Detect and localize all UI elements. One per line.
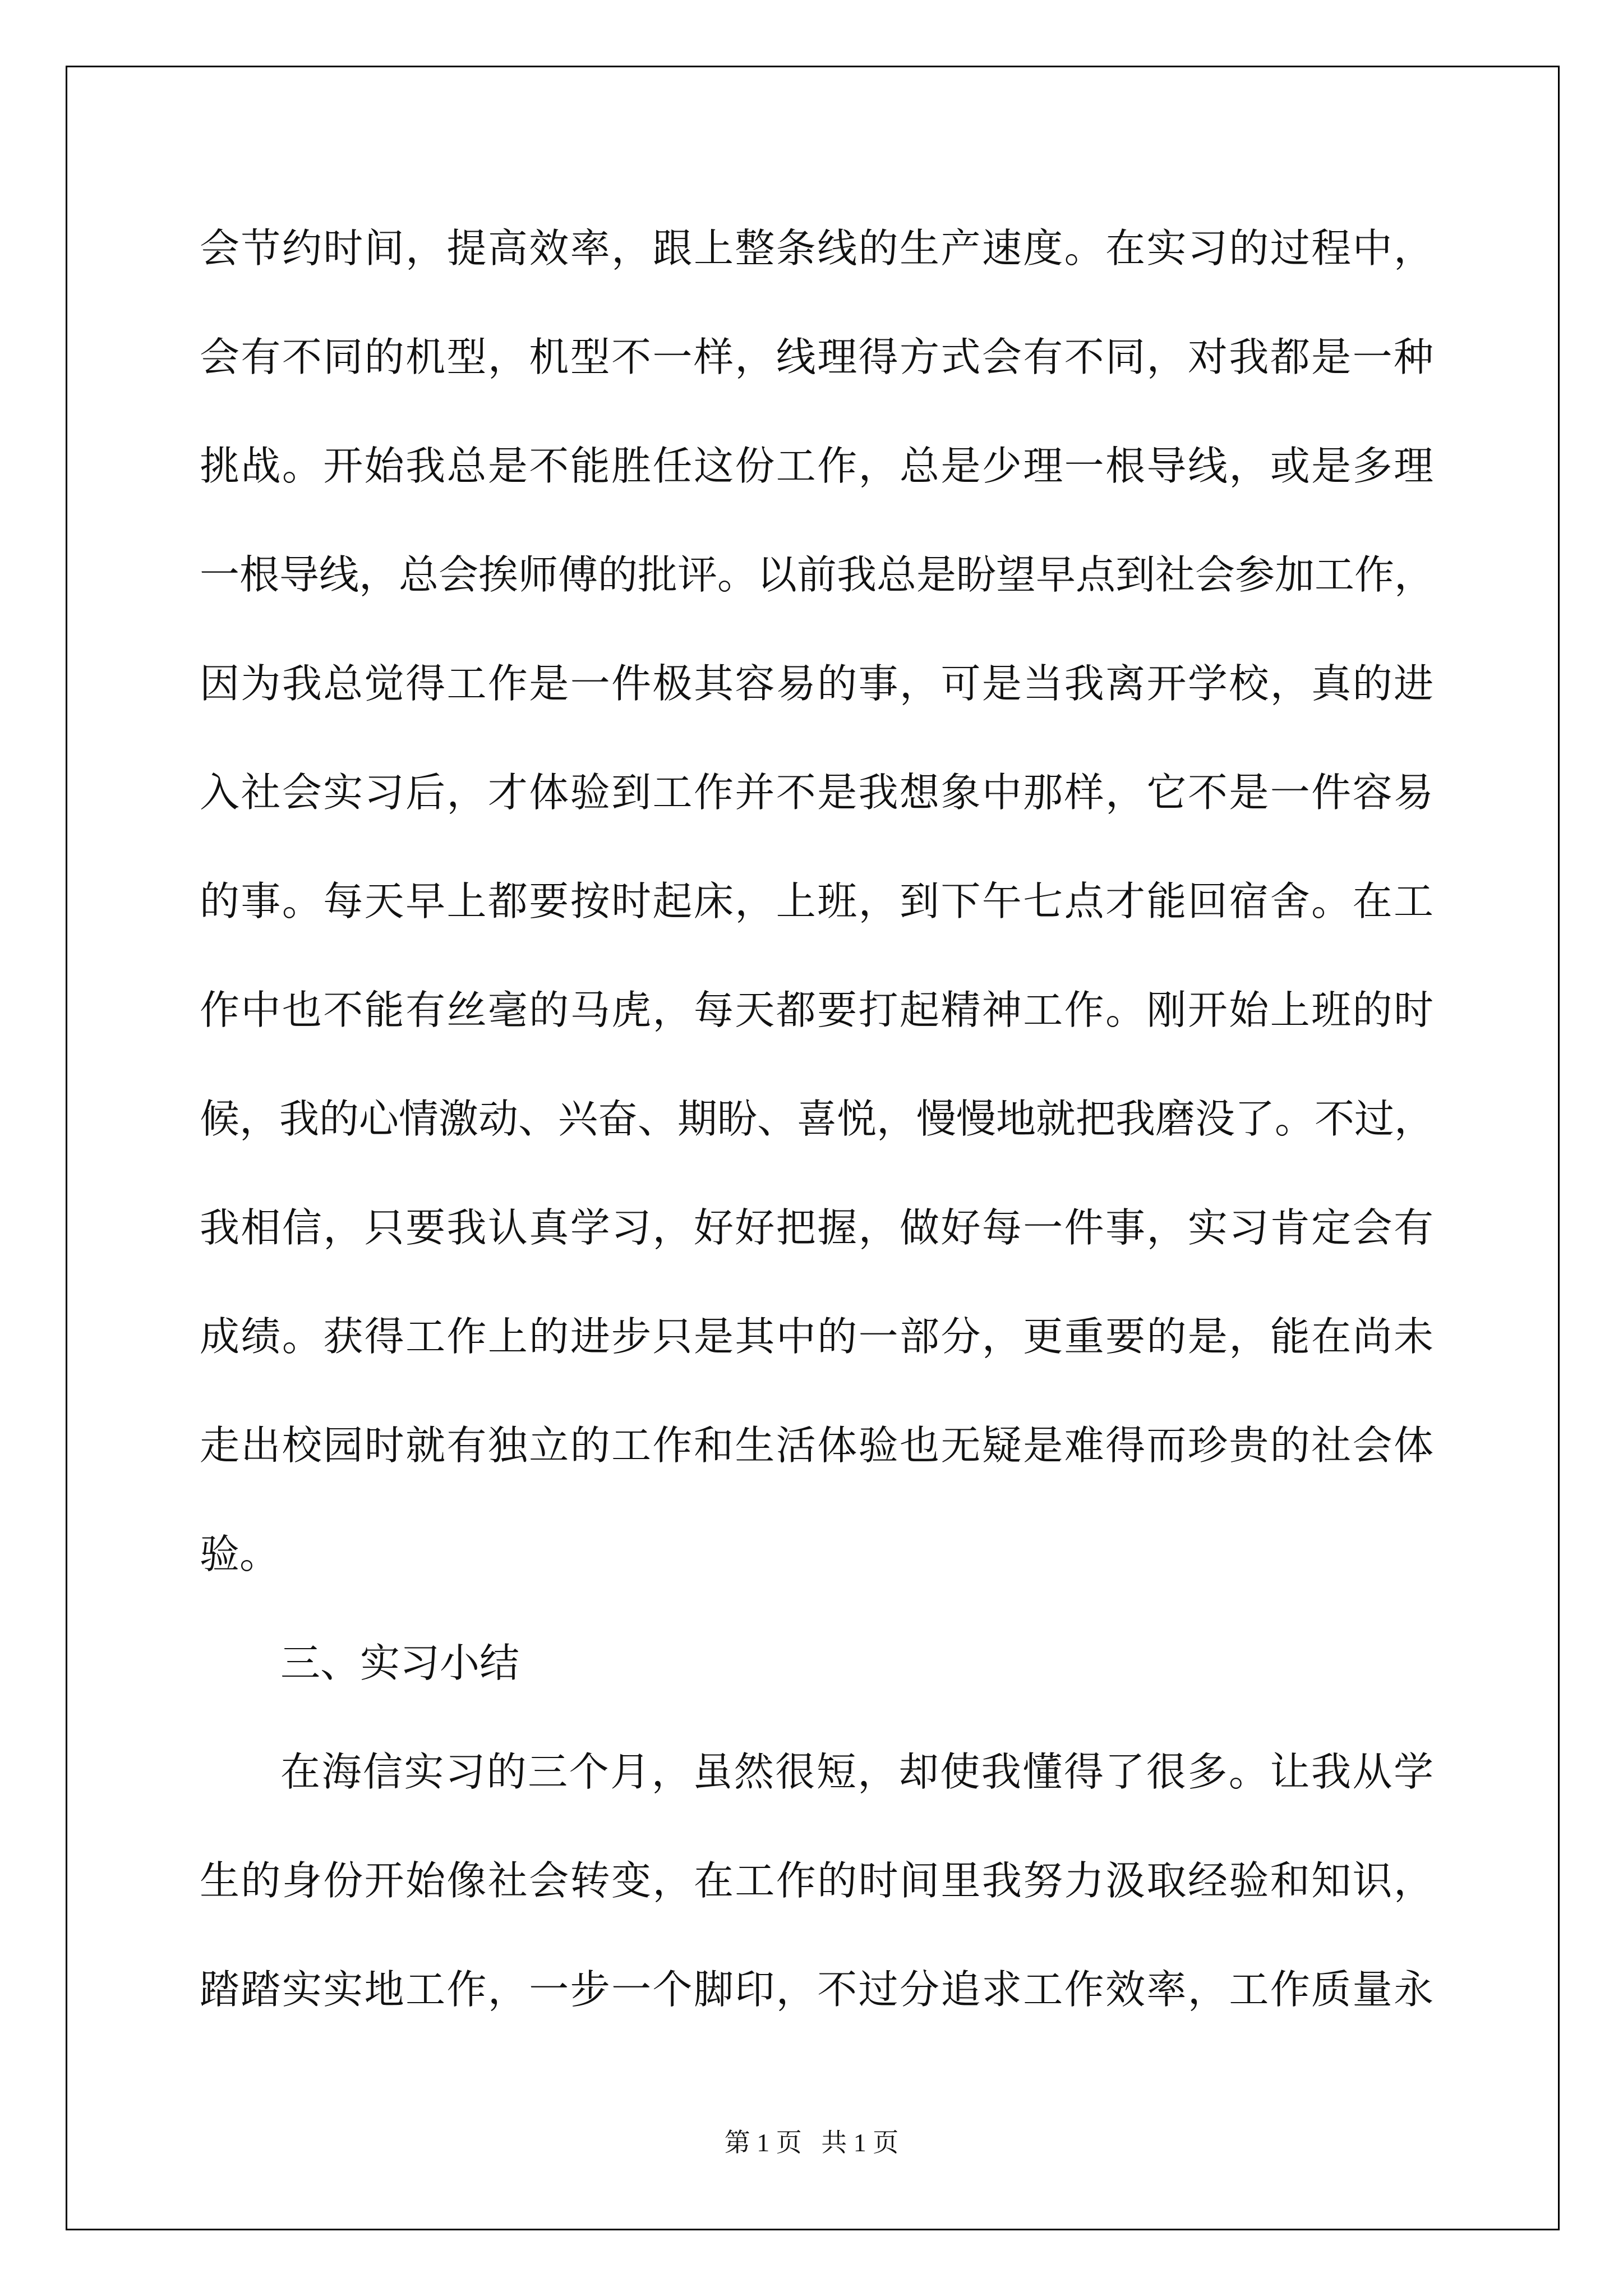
summary-line: 生的身份开始像社会转变，在工作的时间里我努力汲取经验和知识， — [200, 1857, 1433, 1904]
paragraph-line: 会节约时间，提高效率，跟上整条线的生产速度。在实习的过程中， — [200, 225, 1433, 272]
section-heading: 三、实习小结 — [280, 1640, 520, 1686]
summary-line: 在海信实习的三个月，虽然很短，却使我懂得了很多。让我从学 — [280, 1749, 1433, 1795]
paragraph-line: 我相信，只要我认真学习，好好把握，做好每一件事，实习肯定会有 — [200, 1204, 1433, 1251]
paragraph-line: 的事。每天早上都要按时起床，上班，到下午七点才能回宿舍。在工 — [200, 878, 1433, 924]
page-number-footer: 第 1 页 共 1 页 — [724, 2128, 899, 2157]
paragraph-line: 一根导线，总会挨师傅的批评。以前我总是盼望早点到社会参加工作， — [200, 551, 1435, 598]
paragraph-line: 挑战。开始我总是不能胜任这份工作，总是少理一根导线，或是多理 — [200, 443, 1433, 489]
paragraph-line: 成绩。获得工作上的进步只是其中的一部分，更重要的是，能在尚未 — [200, 1313, 1433, 1360]
paragraph-line: 因为我总觉得工作是一件极其容易的事，可是当我离开学校，真的进 — [200, 660, 1433, 707]
paragraph-line: 作中也不能有丝毫的马虎，每天都要打起精神工作。刚开始上班的时 — [200, 987, 1433, 1033]
paragraph-line: 候，我的心情激动、兴奋、期盼、喜悦，慢慢地就把我磨没了。不过， — [200, 1096, 1435, 1142]
summary-line: 踏踏实实地工作，一步一个脚印，不过分追求工作效率，工作质量永 — [200, 1966, 1433, 2013]
paragraph-line: 验。 — [200, 1531, 280, 1577]
paragraph-line: 会有不同的机型，机型不一样，线理得方式会有不同，对我都是一种 — [200, 334, 1433, 380]
paragraph-line: 入社会实习后，才体验到工作并不是我想象中那样，它不是一件容易 — [200, 769, 1433, 816]
paragraph-line: 走出校园时就有独立的工作和生活体验也无疑是难得而珍贵的社会体 — [200, 1422, 1433, 1469]
